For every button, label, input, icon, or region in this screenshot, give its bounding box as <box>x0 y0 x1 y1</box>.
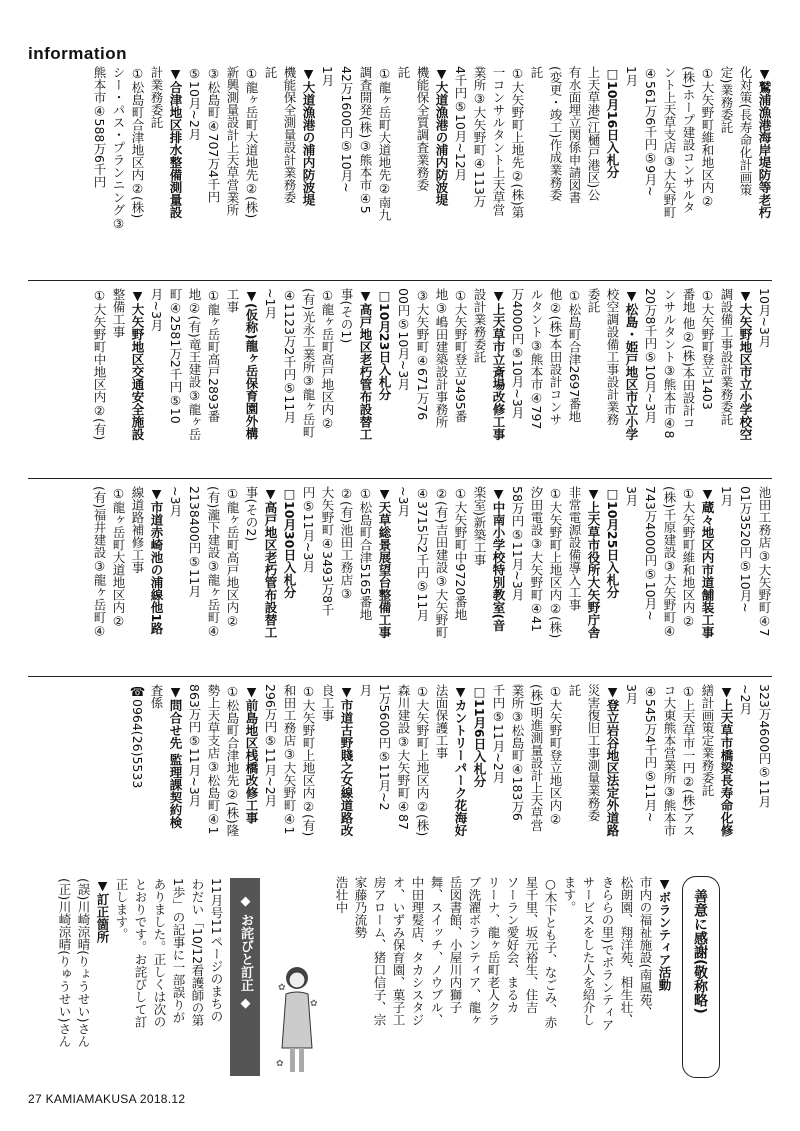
tier1-column: 機能保全測量設計業務委 <box>282 66 297 204</box>
tier1-column: 託 <box>263 66 278 79</box>
tier3-column: □10月25日入札分 <box>605 486 620 599</box>
owabi-column: 1歩」の記事に一部誤りが <box>171 878 186 1024</box>
tier3-column: 円⑤11月~3月 <box>301 486 316 573</box>
tier3-column: (有)瀧下建設③龍ヶ岳町④ <box>206 486 221 639</box>
tier3-column: ①松島町合津5165番地 <box>358 486 373 621</box>
tier4-column: ▼問合せ先 監理課契約検 <box>168 684 183 829</box>
tier3-column: ①龍ヶ岳町大道地区内② <box>111 486 126 629</box>
tier1-column: 有水面埋立関係申請図書 <box>567 66 582 204</box>
zenki-column: ブ洗濯ボランティア、龍ヶ <box>467 876 482 1026</box>
tier1-column: ③松島町④707万4千円 <box>206 66 221 203</box>
tier3-column: 池田工務店③大矢野町④7 <box>757 486 772 637</box>
tier4-column: 863万円⑤11月~3月 <box>187 684 202 808</box>
tier2-column: 設計業務委託 <box>472 288 487 363</box>
tier4-column: コ大東熊本営業所③熊本市 <box>662 684 677 837</box>
tier4-column: ①大矢野町上地区内②(有) <box>301 684 316 837</box>
tier4-column: 勢上天草支店③松島町④1 <box>206 684 221 835</box>
tier4-column: ④545万4千円⑤11月~ <box>643 684 658 823</box>
zenki-title: 善意に感謝(敬称略) <box>692 889 708 1014</box>
tier4-column: ~2月 <box>738 684 753 715</box>
tier2-column: ①大矢野町登立1403 <box>700 288 715 410</box>
tier3-column: 01万3520円⑤10月~ <box>738 486 753 613</box>
tier2-column: ④1123万2千円⑤11月 <box>282 288 297 424</box>
tier1-column: ▼大道漁港の浦内防波堤 <box>301 66 316 206</box>
tier3-column: (有)福井建設③龍ヶ岳町④ <box>92 486 107 639</box>
zenki-column: 家藤乃流勢 <box>353 876 368 939</box>
tier1-column: ④561万6千円⑤9月~ <box>643 66 658 197</box>
zenki-column: オ、いずみ保育園、菓子工 <box>391 876 406 1026</box>
tier1-column: □10月16日入札分 <box>605 66 620 179</box>
owabi-column: 11月号11ページのまちの <box>209 878 224 1023</box>
tier4-column: 月 <box>358 684 373 697</box>
tier4-column: ①大矢野町上地区内②(株) <box>415 684 430 837</box>
owabi-column: とおりです。お詫びして訂 <box>133 878 148 1028</box>
tier3-column: ▼蔵々地区内市道舗装工事 <box>700 486 715 639</box>
tier2-column: 調設備工事設計業務委託 <box>719 288 734 426</box>
tier1-column: ①大矢野町上地先②(株)第 <box>510 66 525 219</box>
owabi-title-card <box>230 878 260 1076</box>
tier3-column: ①龍ヶ岳町高戸地区内② <box>225 486 240 629</box>
tier1-column-block <box>28 66 772 272</box>
tier2-column: ③大矢野町④671万76 <box>415 288 430 421</box>
tier3-column: 楽室)新築工事 <box>472 486 487 566</box>
tier2-column: ①大矢野町登立3495番 <box>453 288 468 423</box>
tier1-column: ①大矢野町維和地区内② <box>700 66 715 209</box>
tier2-column: (有)光永工業所③龍ヶ岳町 <box>301 288 316 438</box>
tier2-column: ンサルタント③熊本市④8 <box>662 288 677 439</box>
tier1-column: 新興測量設計上天草営業所 <box>225 66 240 216</box>
zenki-column: 松朗園、翔洋苑、相生壮、 <box>619 876 634 1026</box>
tier2-column: ▼大矢野地区市立小学校空 <box>738 288 753 441</box>
owabi-column: ▼訂正箇所 <box>95 878 110 943</box>
tier2-column: 他②(株)本田設計コンサ <box>548 288 563 426</box>
tier4-column: 和田工務店③大矢野町④1 <box>282 684 297 835</box>
tier1-column: 化対策(長寿命化計画策 <box>738 66 753 196</box>
owabi-column-block <box>38 878 224 1082</box>
tier3-column: ▼市道赤崎池の浦線他1路 <box>149 486 164 635</box>
zenki-column: ます。 <box>562 876 577 914</box>
zenki-column: ○木下とも子、なごみ、赤 <box>543 876 558 1029</box>
tier4-column: 323万4600円⑤11月 <box>757 684 772 809</box>
tier2-column: □10月23日入札分 <box>377 288 392 401</box>
owabi-title: ◆ お詫びと訂正 ◆ <box>238 894 253 1012</box>
tier4-column: ①大矢野町登立地区内② <box>548 684 563 827</box>
tier3-column: 3月 <box>624 486 639 507</box>
tier3-column: 汐田電設③大矢野町④41 <box>529 486 544 632</box>
svg-text:✿: ✿ <box>310 999 318 1009</box>
tier1-column: 託 <box>529 66 544 79</box>
tier3-column: □10月30日入札分 <box>282 486 297 599</box>
tier1-column: 1月 <box>624 66 639 87</box>
tier4-column: 森川建設③大矢野町④87 <box>396 684 411 830</box>
tier4-column: ▼登立岩谷地区法定外道路 <box>605 684 620 837</box>
tier3-column: 58万円⑤11月~3月 <box>510 486 525 602</box>
tier3-column: ②(有)池田工務店③ <box>339 486 354 601</box>
zenki-column: 中田理髪店、タカシスタジ <box>410 876 425 1026</box>
zenki-column: 星千里、坂元裕生、住吉 <box>524 876 539 1014</box>
tier4-column: 災害復旧工事測量業務委 <box>586 684 601 822</box>
tier3-column: 事(その2) <box>244 486 259 542</box>
tier2-column: ▼松島・姫戸地区市立小学 <box>624 288 639 441</box>
tier2-column: ▼(仮称)龍ヶ岳保育園外構 <box>244 288 259 440</box>
tier2-column: 00円⑤10月~3月 <box>396 288 411 391</box>
tier4-column: 査係 <box>149 684 164 709</box>
tier4-column: ▼上天草市橋梁長寿命化修 <box>719 684 734 837</box>
owabi-column: (誤)川崎涼晴(りょうせい)さん <box>76 878 91 1048</box>
tier2-column: ①龍ヶ岳町高戸2893番 <box>206 288 221 423</box>
zenki-column: きららの里)でボランティア <box>600 876 615 1031</box>
tier-divider-1 <box>28 280 772 281</box>
tier1-column: (変更・竣工)作成業務委 <box>548 66 563 201</box>
tier3-column: ~3月 <box>168 486 183 517</box>
zenki-column: 浩壮中 <box>334 876 349 914</box>
tier4-column: ①上天草市一円②(株)アス <box>681 684 696 837</box>
tier3-column: ④3715万2千円⑤11月 <box>415 486 430 622</box>
tier4-column: 千円⑤11月~2月 <box>491 684 506 784</box>
tier3-column: ~3月 <box>396 486 411 517</box>
tier1-column: 機能保全質調査業務委 <box>415 66 430 191</box>
tier4-column: □11月6日入札分 <box>472 684 487 788</box>
tier1-column: ⑤10月~2月 <box>187 66 202 141</box>
tier3-column: ▼中南小学校特別教室(音 <box>491 486 506 632</box>
tier3-column: ①大矢野町中9720番地 <box>453 486 468 621</box>
tier4-column: 法面保護工事 <box>434 684 449 759</box>
tier1-column: ①松島町合津地区内②(株) <box>130 66 145 219</box>
tier1-column: 4千円⑤10月~12月 <box>453 66 468 182</box>
zenki-column: サービスをした人を紹介し <box>581 876 596 1026</box>
tier2-column: ~1月 <box>263 288 278 319</box>
tier3-column: (株)千原建設③大矢野町④ <box>662 486 677 639</box>
tier2-column: 整備工事 <box>111 288 126 338</box>
tier2-column: ルタント③熊本市④797 <box>529 288 544 430</box>
tier2-column: ①龍ヶ岳町高戸地区内② <box>320 288 335 431</box>
nurse-illustration-icon <box>272 960 322 1080</box>
zenki-title-box <box>682 876 720 1078</box>
tier2-column: 地②(有)竜王建設③龍ヶ岳 <box>187 288 202 441</box>
tier2-column: 万4000円⑤10月~3月 <box>510 288 525 420</box>
tier4-column-block <box>130 684 772 866</box>
tier1-column: 業所③大矢野町④113万 <box>472 66 487 208</box>
owabi-column: ありました。正しくは次の <box>152 878 167 1028</box>
tier3-column: 743万4000円⑤10月~ <box>643 486 658 621</box>
tier3-column: 線道路補修工事 <box>130 486 145 574</box>
tier3-column: ▼高戸地区老朽管布設替工 <box>263 486 278 639</box>
tier3-column: 大矢野町④3493万8千 <box>320 486 335 616</box>
tier4-column: 良工事 <box>320 684 335 722</box>
tier2-column: 校空調設備工事設計業務 <box>605 288 620 426</box>
zenki-column: ソーラン愛好会、まるカ <box>505 876 520 1014</box>
tier4-column: ▼前島地区桟橋改修工事 <box>244 684 259 824</box>
tier4-column: 託 <box>567 684 582 697</box>
tier2-column: 10月~3月 <box>757 288 772 348</box>
tier2-column: 町④2581万2千円⑤10 <box>168 288 183 424</box>
tier1-column: 1月 <box>320 66 335 87</box>
tier1-column: シー・パス・プランニング③ <box>111 66 126 231</box>
tier3-column: 2138400円⑤11月 <box>187 486 202 598</box>
owabi-column: 正します。 <box>114 878 129 941</box>
owabi-column: わだい「10/12看護師の第 <box>190 878 205 1027</box>
owabi-column: (正)川崎涼晴(りゅうせい)さん <box>57 878 72 1048</box>
tier-divider-3 <box>28 676 772 677</box>
tier1-column: ▼大道漁港の浦内防波堤 <box>434 66 449 206</box>
tier1-column: 定)業務委託 <box>719 66 734 134</box>
svg-text:✿: ✿ <box>278 983 286 993</box>
tier3-column: ▼天草総景展望台整備工事 <box>377 486 392 639</box>
tier4-column: ①松島町合津地先②(株)隆 <box>225 684 240 837</box>
tier4-column: 296万円⑤11月~2月 <box>263 684 278 808</box>
zenki-column: 房アローム、猪口信子、宗 <box>372 876 387 1026</box>
tier2-column-block <box>28 288 772 470</box>
zenki-column: リーナ、龍ヶ岳町老人クラ <box>486 876 501 1026</box>
tier1-column: ント上天草支店③大矢野町 <box>662 66 677 219</box>
tier1-column: ▼合津地区排水整備測量設 <box>168 66 183 219</box>
tier3-column: ①大矢野町上地区内②(株) <box>548 486 563 639</box>
tier2-column: 番地 他②(株)本田設計コ <box>681 288 696 430</box>
tier3-column: ②(有)吉田建設③大矢野町 <box>434 486 449 639</box>
tier4-column: 1万5600円⑤11月~2 <box>377 684 392 811</box>
tier1-column: 上天草港(江樋戸港区)公 <box>586 66 601 201</box>
tier2-column: 月~3月 <box>149 288 164 332</box>
zenki-column: 市内の福祉施設(南風苑、 <box>638 876 653 1019</box>
tier1-column: 託 <box>396 66 411 79</box>
tier4-column: ☎0964(26)5533 <box>130 684 145 789</box>
tier4-column: ▼市道古野賤之女線道路改 <box>339 684 354 837</box>
section-header: information <box>28 44 127 63</box>
tier1-column: ▼鷲浦漁港海岸堤防等老朽 <box>757 66 772 219</box>
tier1-column: ①龍ヶ岳町大道地先②南九 <box>377 66 392 221</box>
svg-text:✿: ✿ <box>276 1059 284 1069</box>
page-footer: 27 KAMIAMAKUSA 2018.12 <box>28 1092 186 1106</box>
tier2-column: ▼高戸地区老朽管布設替工 <box>358 288 373 441</box>
tier2-column: ①大矢野町中地区内②(有) <box>92 288 107 441</box>
tier2-column: 委託 <box>586 288 601 313</box>
tier2-column: 事(その1) <box>339 288 354 344</box>
zenki-column: ▼ボランティア活動 <box>657 876 672 991</box>
tier3-column: 1月 <box>719 486 734 507</box>
tier1-column: ①龍ヶ岳町大道地先②(株) <box>244 66 259 219</box>
tier-divider-2 <box>28 478 772 479</box>
zenki-column: 岳図書館、小屋川内獅子 <box>448 876 463 1014</box>
tier1-column: 調査開発(株)③熊本市④5 <box>358 66 373 214</box>
tier3-column: 非常電源設備導入工事 <box>567 486 582 611</box>
tier4-column: ▼カントリーパーク花海好 <box>453 684 468 837</box>
tier2-column: ▼上天草市立斎場改修工事 <box>491 288 506 441</box>
tier3-column: ①大矢野町維和地区内② <box>681 486 696 629</box>
tier1-column: 一コンサルタント上天草営 <box>491 66 506 216</box>
tier1-column: 計業務委託 <box>149 66 164 129</box>
zenki-column-block <box>326 876 672 1080</box>
tier1-column: 42万1600円⑤10月~ <box>339 66 354 193</box>
tier2-column: 地③嶋田建築設計事務所 <box>434 288 449 428</box>
tier4-column: 繕計画策定業務委託 <box>700 684 715 797</box>
tier1-column: 熊本市④588万6千円 <box>92 66 107 188</box>
tier1-column: (株)ホープ建設コンサルタ <box>681 66 696 214</box>
tier2-column: ①松島町合津2697番地 <box>567 288 582 423</box>
tier3-column: ▼上天草市役所大矢野庁舎 <box>586 486 601 639</box>
tier2-column: 20万8千円⑤10月~3月 <box>643 288 658 424</box>
tier4-column: 3月 <box>624 684 639 705</box>
zenki-column: 舞、スイッチ、ノウブル、 <box>429 876 444 1026</box>
tier2-column: ▼大矢野地区交通安全施設 <box>130 288 145 441</box>
tier2-column: 工事 <box>225 288 240 313</box>
tier4-column: 業所③松島町④183万6 <box>510 684 525 821</box>
tier4-column: (株)明進測量設計上天草営 <box>529 684 544 832</box>
tier3-column-block <box>28 486 772 668</box>
